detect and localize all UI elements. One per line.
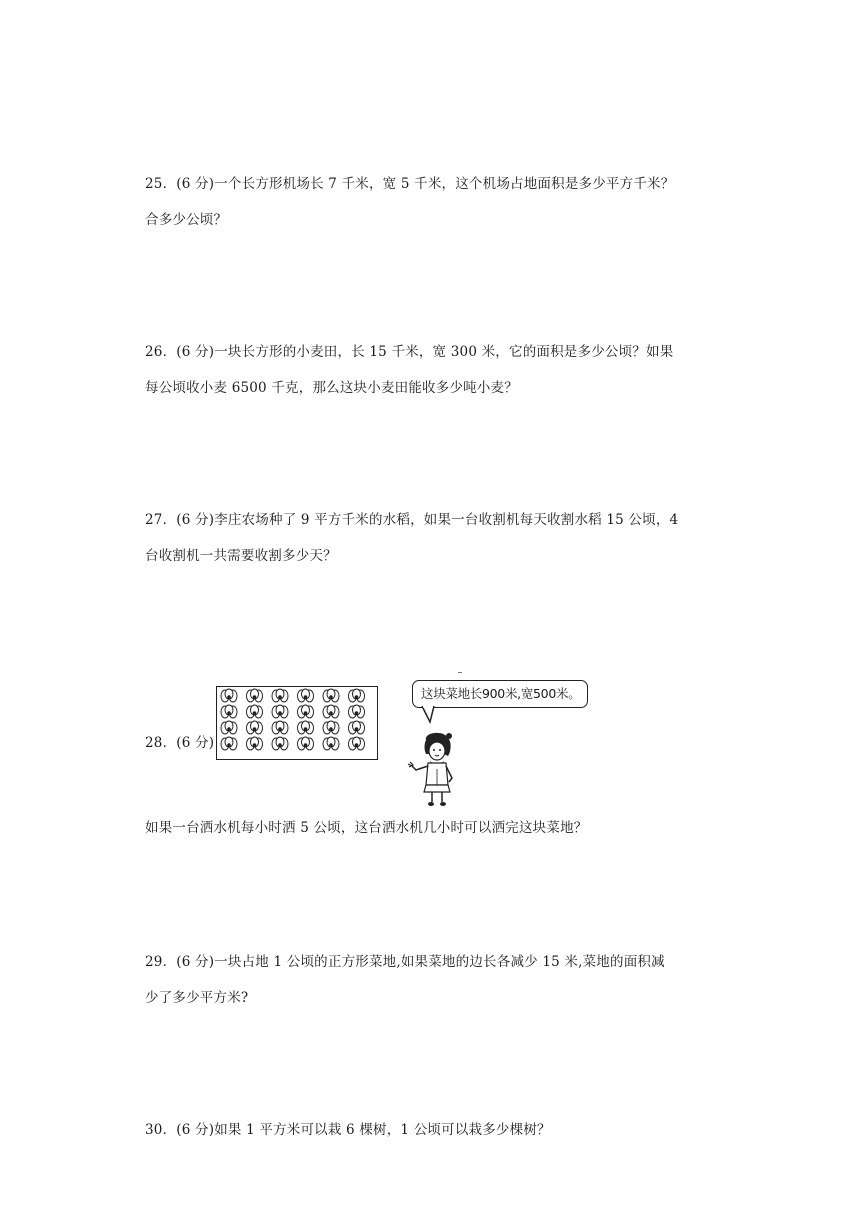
question-28-text: 如果一台洒水机每小时洒 5 公顷，这台洒水机几小时可以洒完这块菜地？ xyxy=(145,820,588,836)
cabbage-plant xyxy=(272,689,288,702)
cabbage-plant xyxy=(298,721,314,734)
question-28-label: 28．(6 分) xyxy=(145,735,215,751)
cabbage-plant xyxy=(221,721,237,734)
cabbage-plant xyxy=(221,737,237,750)
question-25-line-1: 25．(6 分)一个长方形机场长 7 千米，宽 5 千米，这个机场占地面积是多少平方千米？ xyxy=(145,176,675,192)
cabbage-plant xyxy=(221,689,237,702)
cabbage-plant xyxy=(298,705,314,718)
cabbage-plant xyxy=(247,689,263,702)
vegetable-field-illustration xyxy=(216,686,378,760)
print-speck xyxy=(458,672,462,673)
cabbage-plant xyxy=(349,721,365,734)
question-26-line-1: 26．(6 分)一块长方形的小麦田，长 15 千米，宽 300 米，它的面积是多少公顷？如果 xyxy=(145,344,674,360)
cabbage-plant xyxy=(323,737,339,750)
question-27-line-2: 台收割机一共需要收割多少天？ xyxy=(145,548,337,564)
cabbage-plant xyxy=(272,705,288,718)
cabbage-plant xyxy=(247,737,263,750)
question-26-line-2: 每公顷收小麦 6500 千克，那么这块小麦田能收多少吨小麦？ xyxy=(145,380,518,396)
cabbage-plant xyxy=(221,705,237,718)
question-27-line-1: 27．(6 分)李庄农场种了 9 平方千米的水稻，如果一台收割机每天收割水稻 15 公顷，4 xyxy=(145,512,679,528)
cabbage-plant xyxy=(298,737,314,750)
cabbage-plant xyxy=(349,705,365,718)
speech-bubble-tail xyxy=(420,706,440,726)
cabbage-plant xyxy=(247,705,263,718)
question-30-line-1: 30．(6 分)如果 1 平方米可以栽 6 棵树，1 公顷可以栽多少棵树？ xyxy=(145,1122,551,1138)
question-25-line-2: 合多少公顷？ xyxy=(145,212,228,228)
cabbage-plant xyxy=(323,705,339,718)
vegetable-plants-grid xyxy=(217,687,376,758)
cabbage-plant xyxy=(298,689,314,702)
question-29-line-1: 29．(6 分)一块占地 1 公顷的正方形菜地,如果菜地的边长各减少 15 米,菜地的面积减 xyxy=(145,954,665,970)
cabbage-plant xyxy=(349,689,365,702)
speech-bubble: 这块菜地长900米,宽500米。 xyxy=(412,680,588,708)
cabbage-plant xyxy=(323,721,339,734)
cabbage-plant xyxy=(349,737,365,750)
cabbage-plant xyxy=(247,721,263,734)
cabbage-plant xyxy=(323,689,339,702)
cabbage-plant xyxy=(272,737,288,750)
cabbage-plant xyxy=(272,721,288,734)
girl-figure xyxy=(404,730,464,808)
question-29-line-2: 少了多少平方米? xyxy=(145,990,249,1006)
